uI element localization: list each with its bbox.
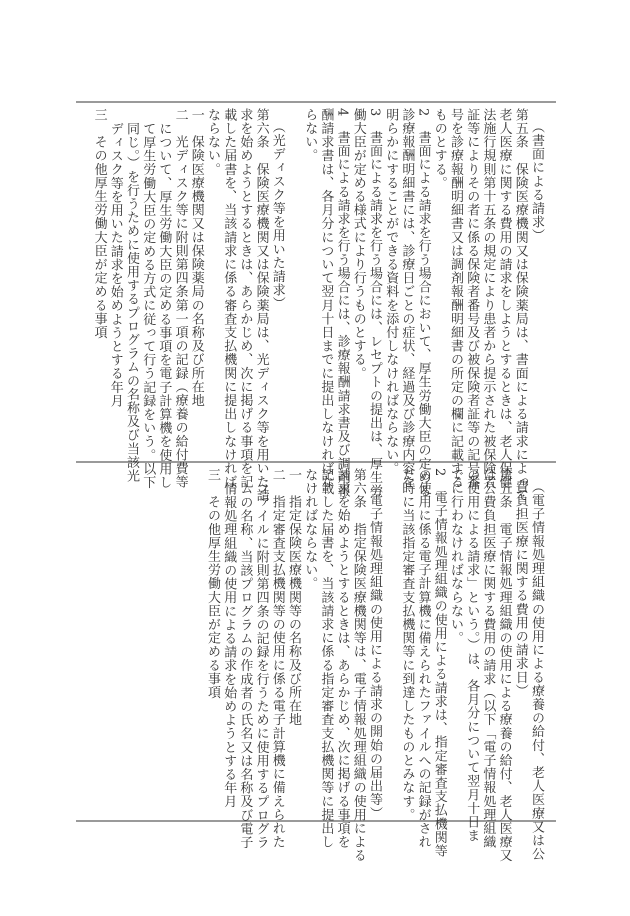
text-column: て厚生労働大臣の定める方式に従って行う記録をいう。以下 [140, 122, 156, 490]
text-column: 情報処理組織の使用による請求を始めようとする年月 [221, 482, 237, 809]
text-column: 号を診療報酬明細書又は調剤報酬明細書の所定の欄に記載する [448, 108, 463, 489]
text-column: 二 指定審査支払機関等の使用に係る電子計算機に備えられた [269, 468, 285, 849]
text-column: 老人医療に関する費用の請求をしようとするときは、老人保健 [496, 108, 512, 489]
text-column: 記載した届書を、当該請求に係る指定審査支払機関等に提出し [318, 468, 334, 849]
text-column: ものとする。 [431, 108, 447, 190]
text-column: なければならない。 [302, 468, 318, 591]
text-column: らない。 [302, 108, 318, 163]
text-column: 一 保険医療機関又は保険薬局の名称及び所在地 [188, 108, 204, 408]
text-column: 第六条 保険医療機関又は保険薬局は、光ディスク等を用いた請 [253, 108, 269, 503]
text-column: ムの名称、当該プログラムの作成者の氏名又は名称及び電子 [237, 482, 253, 850]
text-column: 証等によりその者に係る保険者番号及び被保険者証等の記号番 [464, 108, 480, 489]
text-column: 法施行規則第十五条の規定により患者から提示された被保険者 [480, 108, 496, 489]
text-column: 一 指定保険医療機関等の名称及び所在地 [286, 468, 301, 727]
text-column: 二 光ディスク等に附則第四条第一項の記録（療養の給付費等 [172, 108, 188, 489]
text-column: は公費負担医療に関する費用の請求（以下「電子情報処理組織 [480, 468, 496, 849]
text-column: （書面による請求） [529, 120, 544, 243]
text-column: 第五条 電子情報処理組織の使用による療養の給付、老人医療又 [496, 468, 512, 863]
text-column: の使用に係る電子計算機に備えられたファイルへの記録がされ [415, 468, 431, 849]
text-column: 費負担医療に関する費用の請求日） [512, 480, 528, 698]
text-column: ディスク等を用いた請求を始めようとする年月 [107, 122, 123, 408]
text-column: の使用による請求」という。）は、各月分について翌月十日ま [464, 468, 480, 843]
text-column: （電子情報処理組織の使用による請求の開始の届出等） [367, 480, 382, 820]
upper-panel-old-text [76, 108, 556, 503]
text-column: でに行わなければならない。 [448, 468, 463, 645]
text-column: について、厚生労働大臣の定める事項を電子計算機を使用し [156, 122, 172, 490]
text-column: ファイルに附則第四条の記録を行うために使用するプログラ [253, 482, 269, 850]
text-column: 4 書面による請求を行う場合には、診療報酬請求書及び調剤報 [334, 108, 350, 498]
text-column: 酬請求書は、各月分について翌月十日までに提出しなければな [318, 108, 334, 489]
text-column: （電子情報処理組織の使用による療養の給付、老人医療又は公 [529, 480, 544, 861]
top-rule [76, 101, 556, 103]
text-column: 三 その他厚生労働大臣が定める事項 [205, 468, 220, 700]
text-column: 求を始めようとするときは、あらかじめ、次に掲げる事項を記 [237, 108, 253, 489]
lower-panel-new-text [76, 468, 556, 863]
text-column: 3 書面による請求を行う場合には、レセプトの提出は、厚生労 [367, 108, 382, 498]
text-column: 明らかにすることができる資料を添付しなければならない。 [383, 108, 399, 476]
text-column: 2 書面による請求を行う場合において、厚生労働大臣の定める [415, 108, 431, 498]
text-column: 第六条 指定保険医療機関等は、電子情報処理組織の使用による [350, 468, 366, 863]
text-column: 載した届書を、当該請求に係る審査支払機関に提出しなければ [221, 108, 237, 489]
text-column: 2 電子情報処理組織の使用による請求は、指定審査支払機関等 [431, 468, 447, 858]
text-column: （光ディスク等を用いた請求） [269, 120, 285, 311]
text-column: 同じ。）を行うために使用するプログラムの名称及び当該光 [124, 122, 139, 483]
text-column: 第五条 保険医療機関又は保険薬局は、書面による請求によって [512, 108, 528, 503]
text-column: 診療報酬明細書には、診療日ごとの症状、経過及び診療内容を [399, 108, 415, 489]
text-column: 働大臣が定める様式により行うものとする。 [350, 108, 366, 380]
text-column: 請求を始めようとするときは、あらかじめ、次に掲げる事項を [334, 468, 350, 849]
text-column: 三 その他厚生労働大臣が定める事項 [91, 108, 107, 340]
text-column: ならない。 [205, 108, 220, 176]
text-column: た時に当該指定審査支払機関等に到達したものとみなす。 [399, 468, 415, 822]
